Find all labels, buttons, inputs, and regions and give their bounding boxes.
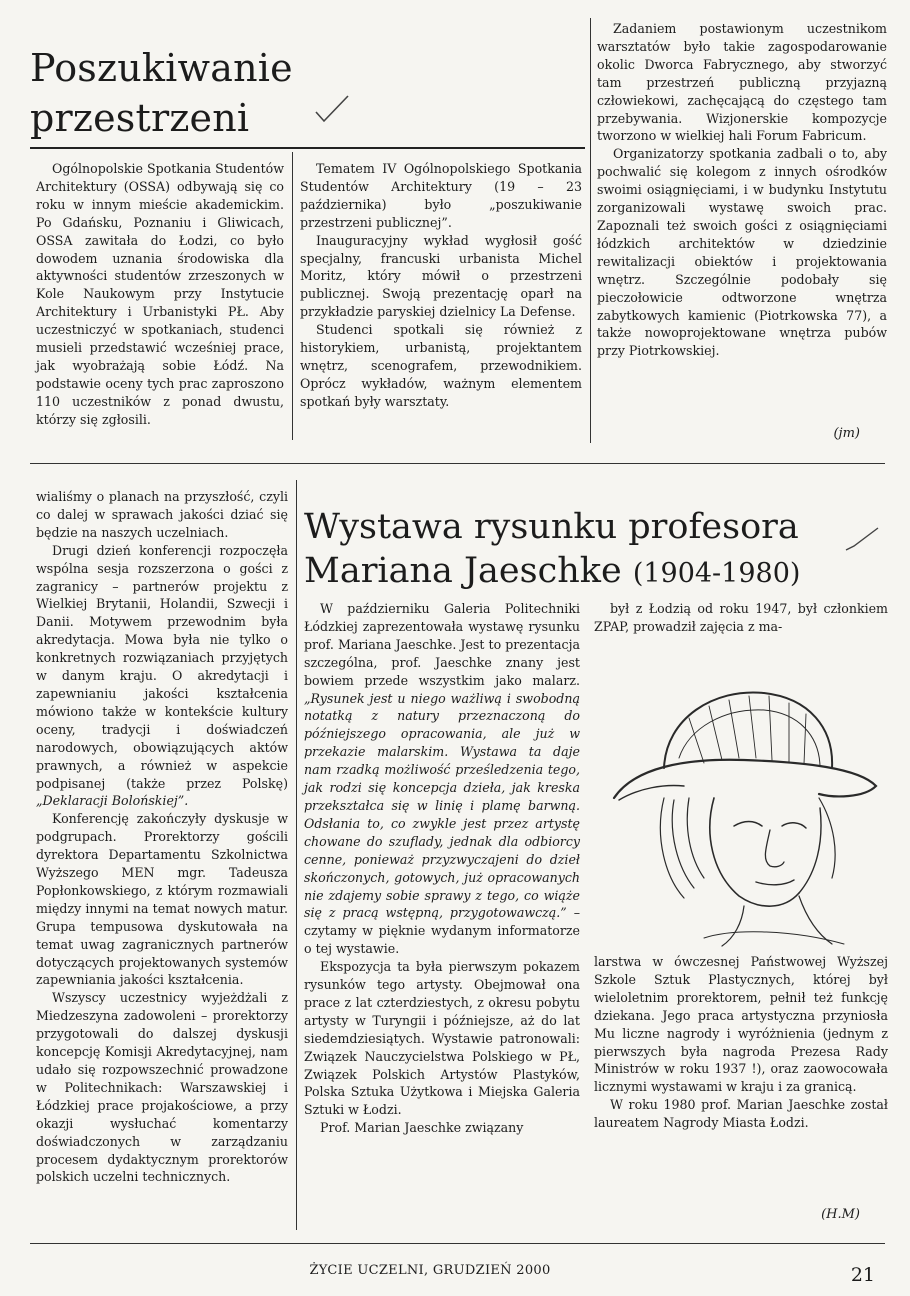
- title-line: Wystawa rysunku profesora: [304, 507, 799, 548]
- article2-column-2-bottom: [594, 953, 888, 1132]
- paragraph-text: W październiku Galeria Politechniki Łódzkiej zaprezentowała wystawę rysunku prof. Mariana Jaeschke. Jest to prezentacja szczególna, prof. Jaeschke znany jest bowiem przede wszystkim jako malarz.: [304, 601, 580, 688]
- paragraph: Organizatorzy spotkania zadbali o to, aby pochwalić się kolegom z innych ośrodków swoimi osiągnięciami, i w budynku Instytutu zorganizowali wystawę swoich prac. Zapoznali też swoich gości z osiągnięciami łódzkich architektów w dziedzinie rewitalizacji obiektów i projektowania wnętrz. Szczególnie podobały się pieczołowicie odtworzone wnętrza zabytkowych kamienic (Piotrkowska 77), a także nowoprojektowane wnętrza pubów przy Piotrkowskiej.: [597, 146, 887, 359]
- italic-quote: „Rysunek jest u niego ważliwą i swobodną notatką z natury przeznaczoną do późniejszego opracowania, ale już w przekazie malarskim. Wystawa ta daje nam rzadką możliwość prześledzenia tego, jak rodzi się koncepcja dzieła, jak kreska przekształca się w linię i plamę barwną. Odsłania to, co zwykle jest przez artystę chowane do szuflady, jednak dla odbiorcy cenne, ponieważ przyzwyczajeni do dzieł skończonych, gotowych, już opracowanych nie zdajemy sobie sprawy z tego, co wiąże się z pracą wstępną, przygotowawczą.”: [304, 690, 580, 921]
- article-title: [304, 505, 879, 596]
- paragraph: [36, 542, 288, 811]
- author-signature: (jm): [833, 426, 860, 441]
- title-rule: [30, 147, 585, 149]
- article1-column-2: [300, 160, 582, 411]
- paragraph: Studenci spotkali się również z historykiem, urbanistą, projektantem wnętrz, scenografem, przewodnikiem. Oprócz wykładów, ważnym elementem spotkań były warsztaty.: [300, 322, 582, 409]
- article1-column-1: [36, 160, 284, 429]
- column-divider: [292, 152, 293, 440]
- title-dates: (1904-1980): [632, 558, 801, 590]
- paragraph: Wszyscy uczestnicy wyjeżdżali z Miedzeszyna zadowoleni – prorektorzy przygotowali do dalszej dyskusji koncepcję Komisji Akredytacyjnej, nam udało się rozpowszechnić prowadzone w Politechnikach: Warszawskiej i Łódzkiej prace projakościowe, a przy okazji wysłuchać komentarzy doświadczonych w zarządzaniu procesem dydaktycznym prorektorów polskich uczelni technicznych.: [36, 990, 288, 1185]
- article-title: Poszukiwanie przestrzeni: [30, 46, 293, 141]
- footer-rule: [30, 1243, 885, 1244]
- article2-column-1: [304, 600, 580, 1137]
- italic-quote: „Deklaracji Bolońskiej”.: [36, 793, 189, 809]
- paragraph: Tematem IV Ogólnopolskiego Spotkania Studentów Architektury (19 – 23 października) było „poszukiwanie przestrzeni publicznej”.: [300, 161, 582, 230]
- paragraph: Prof. Marian Jaeschke związany: [320, 1120, 524, 1136]
- publication-footer: ŻYCIE UCZELNI, GRUDZIEŃ 2000: [309, 1263, 551, 1278]
- checkmark-annotation-icon: [312, 92, 352, 126]
- paragraph-text: – czytamy w pięknie wydanym informatorze o tej wystawie.: [304, 905, 580, 957]
- paragraph-text: Drugi dzień konferencji rozpoczęła wspólna sesja rozszerzona o gości z zagranicy – partnerów projektu z Wielkiej Brytanii, Holandii, Szwecji i Danii. Motywem przewodnim była akredytacja. Mowa była nie tylko o konkretnych rozwiązaniach przyjętych w danym kraju. O akredytacji i zapewnianiu jakości kształcenia mówiono także w kontekście kultury oceny, tradycji i doświadczeń narodowych, obowiązujących aktów prawnych, a również w aspekcie podpisanej (także przez Polskę): [36, 542, 288, 791]
- paragraph: Ogólnopolskie Spotkania Studentów Architektury (OSSA) odbywają się co roku w innym mieście akademickim. Po Gdańsku, Poznaniu i Gliwicach, OSSA zawitała do Łodzi, co było dowodem uznania środowiska dla aktywności studentów zrzeszonych w Kole Naukowym przy Instytucie Architektury i Urbanistyki PŁ. Aby uczestniczyć w spotkaniach, studenci musieli przedstawić wcześniej prace, jak wyobrażają sobie Łódź. Na podstawie oceny tych prac zaproszono 110 uczestników z ponad dwustu, którzy się zgłosili.: [36, 161, 284, 427]
- paragraph: wialiśmy o planach na przyszłość, czyli co dalej w sprawach jakości dziać się będzie na naszych uczelniach.: [36, 489, 288, 540]
- paragraph: larstwa w ówczesnej Państwowej Wyższej Szkole Sztuk Plastycznych, której był wieloletnim prorektorem, pełnił też funkcję dziekana. Jego praca artystyczna przyniosła Mu liczne nagrody i wyróżnienia (jednym z pierwszych była nagroda Prezesa Rady Ministrów w roku 1937 !), oraz zaowocowała licznymi wystawami w kraju i za granicą.: [594, 954, 888, 1095]
- column-divider: [590, 18, 591, 443]
- column-divider: [296, 480, 297, 1230]
- portrait-drawing: [594, 648, 888, 948]
- checkmark-annotation-icon: [844, 524, 880, 554]
- article1-column-3: [597, 20, 887, 360]
- author-signature: (H.M): [821, 1207, 860, 1222]
- paragraph: W roku 1980 prof. Marian Jaeschke został laureatem Nagrody Miasta Łodzi.: [594, 1097, 888, 1131]
- page-number: 21: [850, 1264, 875, 1286]
- title-line: Mariana Jaeschke: [304, 551, 622, 592]
- section-rule: [30, 463, 885, 464]
- continued-article-column: [36, 488, 288, 1186]
- paragraph: Konferencję zakończyły dyskusje w podgrupach. Prorektorzy gościli dyrektora Departamentu Szkolnictwa Wyższego MEN mgr. Tadeusza Popłonkowskiego, z którym rozmawiali między innymi na temat nowych matur. Grupa tempusowa dyskutowała na temat uwag zagranicznych partnerów dotyczących projektowanych systemów zapewniania jakości kształcenia.: [36, 811, 288, 988]
- article2-column-2-top: [594, 600, 888, 636]
- paragraph: Ekspozycja ta była pierwszym pokazem rysunków tego artysty. Obejmował ona prace z lat czterdziestych, z okresu pobytu artysty w Turyngii i późniejsze, aż do lat siedemdziesiątych. Wystawie patronowali: Związek Nauczycielstwa Polskiego w PŁ, Związek Polskich Artystów Plastyków, Polska Sztuka Użytkowa i Miejska Galeria Sztuki w Łodzi.: [304, 959, 580, 1118]
- paragraph: Inauguracyjny wykład wygłosił gość specjalny, francuski urbanista Michel Moritz, który mówił o przestrzeni publicznej. Swoją prezentację oparł na przykładzie paryskiej dzielnicy La Defense.: [300, 232, 582, 320]
- paragraph: [304, 600, 580, 958]
- paragraph: był z Łodzią od roku 1947, był członkiem ZPAP, prowadził zajęcia z ma-: [594, 601, 888, 634]
- paragraph: Zadaniem postawionym uczestnikom warsztatów było takie zagospodarowanie okolic Dworca Fabrycznego, aby stworzyć tam przestrzeń publiczną przyjazną człowiekowi, zachęcającą do częstego tam przebywania. Wizjonerskie kompozycje tworzono w wielkiej hali Forum Fabricum.: [597, 21, 887, 144]
